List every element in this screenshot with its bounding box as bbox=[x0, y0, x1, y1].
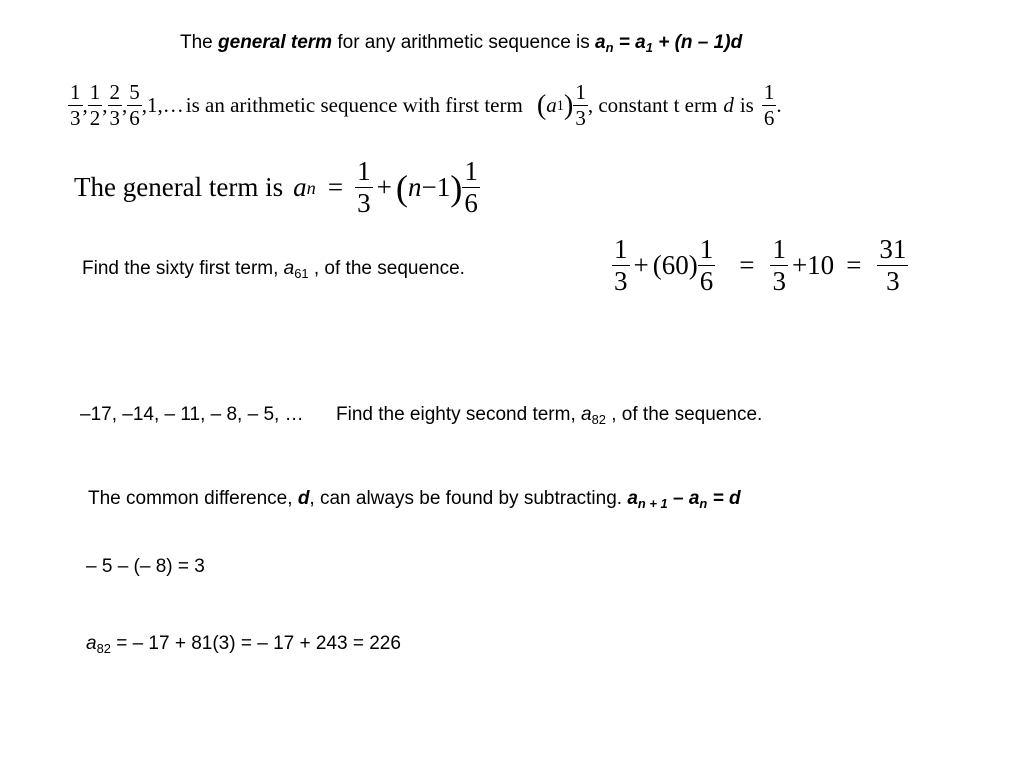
question-61st-term: Find the sixty first term, $a_{61}$ , of the sequence. bbox=[82, 258, 465, 281]
seq1-term-2: $\frac{1}{2}$ bbox=[89, 80, 101, 130]
question-82nd-term: Find the eighty second term, $a_{82}$ , of the sequence. bbox=[336, 404, 763, 427]
common-difference-statement: The common difference, d, can always be found by subtracting. $a_{n + 1} - a_n = d$ bbox=[88, 488, 741, 511]
sequence1-description: $\frac{1}{3}$ , $\frac{1}{2}$ , $\frac{2}{3}$ , $\frac{5}{6}$ ,1,… is an arithmetic sequence with first term ( a 1 ) $\frac{1}{3}$ , constant t erm d is $\frac{1}{6}$ . bbox=[70, 80, 782, 130]
general-term-emphasis: general term bbox=[218, 32, 333, 53]
difference-calculation: – 5 – (– 8) = 3 bbox=[86, 556, 205, 577]
seq1-term-4: $\frac{5}{6}$ bbox=[129, 80, 140, 130]
final-82nd-term: $a_{82}$ = – 17 + 81(3) = – 17 + 243 = 226 bbox=[86, 633, 401, 656]
seq1-common-difference: $\frac{1}{6}$ bbox=[763, 80, 775, 130]
general-second-fraction: $\frac{1}{6}$ bbox=[464, 156, 478, 218]
general-term-expression: The general term is a n = $\frac{1}{3}$ + ( n − 1 ) $\frac{1}{6}$ bbox=[74, 156, 478, 218]
seq1-term-3: $\frac{2}{3}$ bbox=[109, 80, 120, 130]
formula: $a_n = a_1 + (n - 1)d$ bbox=[595, 32, 743, 55]
sequence2-terms: –17, –14, – 11, – 8, – 5, … bbox=[80, 404, 304, 425]
general-term-heading: The general term for any arithmetic sequence is $a_n = a_1 + (n - 1)d$ bbox=[180, 32, 743, 55]
seq1-first-term: $\frac{1}{3}$ bbox=[575, 80, 586, 130]
general-first-fraction: $\frac{1}{3}$ bbox=[357, 156, 371, 218]
calculation-61st-term: $\frac{1}{3}$ + (60) $\frac{1}{6}$ = $\frac{1}{3}$ +10 = $\frac{31}{3}$ bbox=[614, 234, 907, 296]
seq1-term-1: $\frac{1}{3}$ bbox=[70, 80, 81, 130]
